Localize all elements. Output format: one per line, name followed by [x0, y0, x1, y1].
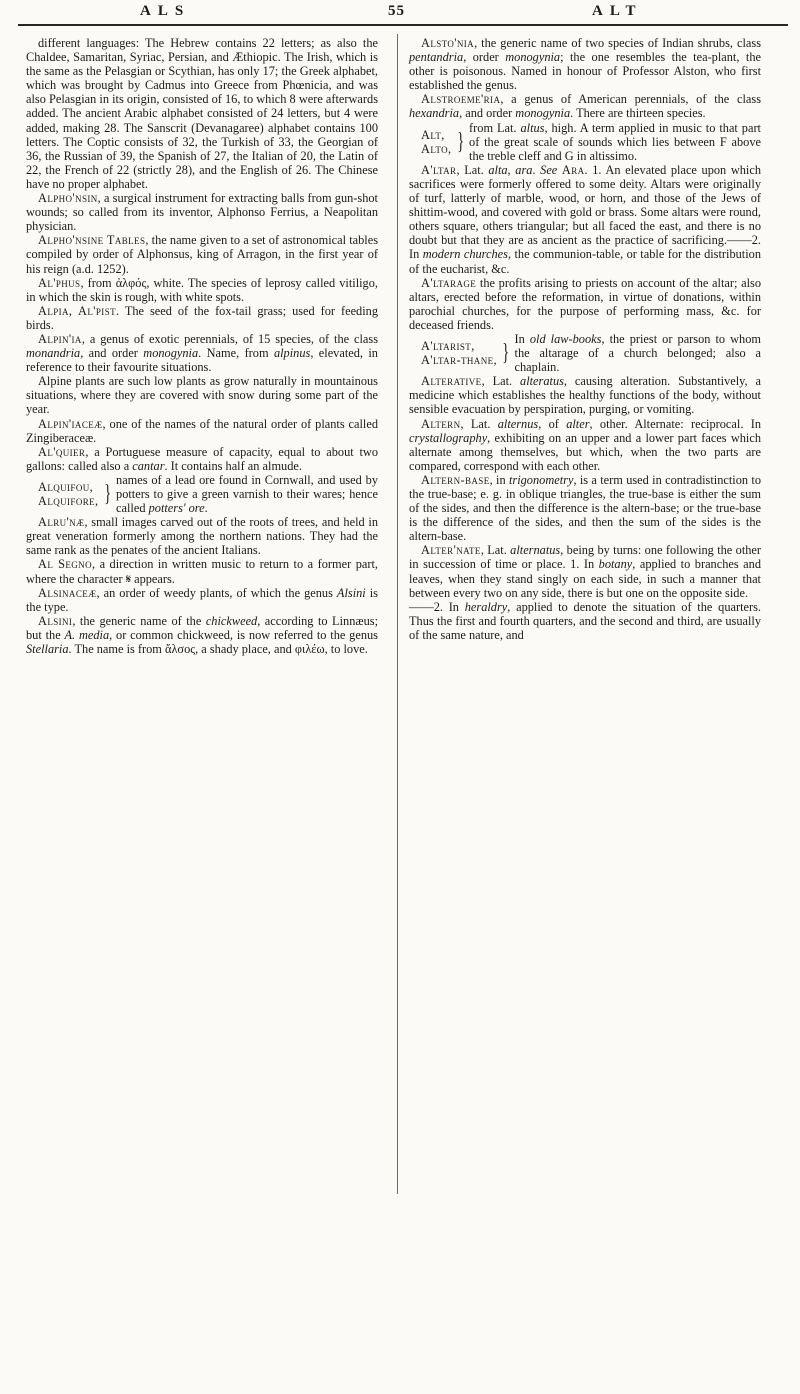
entry-text: , being by turns: one following the other in succession of time or place. 1. In: [409, 543, 762, 572]
entry-text: , Lat.: [480, 543, 511, 558]
entry-text: , other. Alternate: reciprocal. In: [589, 416, 762, 431]
italic-term: crystallography: [409, 430, 488, 445]
left-column: [26, 36, 378, 656]
brace-glyph: }: [502, 340, 510, 367]
headword: Alpho'nsin: [38, 191, 98, 206]
entry-text: , a Portuguese measure of capacity, equal to about two gallons: called also a: [26, 444, 378, 473]
entry-text: from Lat.: [469, 120, 521, 135]
italic-term: monandria: [26, 346, 81, 361]
entry-definition: [116, 473, 378, 515]
entry-text: the profits arising to priests on account of the altar; also altars, erected before the reformation, in virtue of donations, within parochial churches, for the purpose of performing mass, &c. for deceased friends.: [409, 275, 761, 332]
entry-text: , Lat.: [460, 416, 498, 431]
entry-text: , the generic name of the: [72, 613, 206, 628]
entry-text: , a genus of American perennials, of the class: [500, 92, 761, 107]
entry-text: . The seed of the fox-tail grass; used for feeding birds.: [26, 303, 378, 332]
running-head-left: ALS: [140, 3, 191, 19]
italic-term: botany: [598, 557, 633, 572]
running-head-right: ALT: [592, 3, 643, 19]
entry-text: . The name is from ἄλσος, a shady place, and φιλέω, to love.: [68, 642, 368, 657]
italic-term: alter: [566, 416, 590, 431]
dictionary-entry: [26, 557, 378, 585]
italic-term: alternus: [497, 416, 539, 431]
italic-term: monogynia: [505, 50, 561, 65]
dictionary-entry: [409, 374, 761, 416]
italic-term: alpinus: [273, 346, 311, 361]
entry-text: ; the one resembles the tea-plant, the other is poisonous. Named in honour of Professor Alston, who first established the genus.: [409, 50, 761, 93]
entry-text: . It contains half an almude.: [164, 458, 302, 473]
headword: Altern: [421, 416, 461, 431]
headword: Alquifore,: [38, 494, 99, 509]
dictionary-entry: [26, 515, 378, 557]
headword: Alstroeme'ria: [421, 92, 501, 107]
entry-text: , Lat.: [481, 374, 521, 389]
italic-term: cantar: [132, 458, 165, 473]
italic-term: old law-books: [529, 331, 602, 346]
entry-text: , is a term used in contradistinction to the true-base; e. g. in oblique triangles, the true-base is either the sum of the sides, and then the difference is the altern-base; or the true-base is the difference of the sides, and then the sum of the sides is the altern-base.: [409, 472, 761, 544]
headword: Alt,: [421, 127, 445, 142]
entry-text: , a direction in written music to return to a former part, where the character 𝄋 appears.: [26, 557, 379, 586]
headword: Alter'nate: [421, 543, 481, 558]
entry-text: different languages: The Hebrew contains 22 letters; as also the Chaldee, Samaritan, Syriac, Persian, and Æthiopic. The Irish, which is the same as the Pelasgian or Scythian, has only 17; the Greek alphabet, which was brought by Cadmus into Greece from Phœnicia, and was also Pelasgian in its origin, consisted of 16, to which 8 were afterwards added. The ancient Arabic alphabet consisted of 24 letters, but 4 were added, making 28. The Sanscrit (Devanagaree) alphabet contains 100 letters. The Coptic consists of 32, the Turkish of 33, the Georgian of 36, the Russian of 39, the Spanish of 27, the Italian of 20, the Latin of 22, the French of 22 (strictly 28), and the English of 26. The Chinese have no proper alphabet.: [26, 36, 378, 191]
dictionary-entry: [409, 543, 761, 599]
entry-text: , one of the names of the natural order of plants called Zingiberaceæ.: [26, 416, 378, 445]
entry-text: .: [532, 162, 541, 177]
brace-glyph: }: [456, 128, 464, 155]
italic-term: alteratus: [520, 374, 564, 389]
entry-text: , or common chickweed, is now referred to the genus: [109, 627, 378, 642]
entry-text: , applied to denote the situation of the quarters. Thus the first and fourth quarters, and the second and third, are usually of the same nature, and: [409, 599, 761, 642]
entry-definition: [469, 121, 761, 163]
headword: A'ltar-thane,: [421, 353, 497, 368]
entry-text: , the communion-table, or table for the distribution of the eucharist, &c.: [409, 247, 761, 276]
headword: Alterative: [421, 374, 482, 389]
italic-term: pentandria: [409, 50, 464, 65]
entry-text: , the generic name of two species of Indian shrubs, class: [474, 36, 761, 50]
dictionary-entry: [26, 36, 378, 191]
headword: Alpin'ia: [38, 331, 82, 346]
dictionary-entry: [409, 332, 761, 374]
headword: Al'quier: [38, 444, 86, 459]
entry-text: , the name given to a set of astronomical tables compiled by order of Alphonsus, king of Arragon, in the first year of his reign (a.d. 1252).: [26, 233, 379, 276]
dictionary-entry: [26, 332, 378, 374]
entry-text: names of a lead ore found in Cornwall, and used by potters to give a green varnish to their wares; hence called: [116, 472, 378, 516]
dictionary-entry: [409, 121, 761, 163]
running-head: [0, 3, 800, 25]
entry-text: , and order: [459, 106, 516, 121]
header-rule: [18, 24, 788, 26]
entry-text: , from ἀλφός, white. The species of leprosy called vitiligo, in which the skin is rough, with white spots.: [26, 275, 378, 304]
dictionary-entry: [26, 191, 378, 233]
entry-text: , a genus of exotic perennials, of 15 species, of the class: [81, 331, 378, 346]
headword: Alru'næ: [38, 515, 85, 530]
dictionary-entry: [409, 163, 761, 276]
right-column: [409, 36, 761, 642]
entry-text: , an order of weedy plants, of which the genus: [96, 585, 337, 600]
italic-term: hexandria: [409, 106, 460, 121]
headword: Al Segno: [38, 557, 92, 572]
headword: Ara: [561, 162, 585, 177]
entry-text: , a surgical instrument for extracting balls from gun-shot wounds; so called from its inventor, Alphonso Ferrius, a Neapolitan physician.: [26, 191, 378, 234]
brace-glyph: }: [103, 481, 111, 508]
dictionary-entry: [409, 600, 761, 642]
entry-text: .: [204, 501, 208, 516]
dictionary-entry: [26, 276, 378, 304]
headword: A'ltarage: [421, 275, 477, 290]
headword: Alquifou,: [38, 479, 94, 494]
entry-text: , high. A term applied in music to that part of the great scale of sounds which lies between F above the treble cleff and G in altissimo.: [469, 120, 761, 163]
entry-text: , exhibiting on an upper and a lower part faces which alternate among themselves, but which, when the two parts are compared, correspond with each other.: [409, 430, 761, 473]
entry-text: . There are thirteen species.: [570, 106, 706, 121]
italic-term: trigonometry: [508, 472, 574, 487]
italic-term: monogynia: [143, 346, 199, 361]
italic-term: Alsini: [336, 585, 366, 600]
italic-term: A. media: [64, 627, 110, 642]
entry-text: . 1. An elevated place upon which sacrifices were formerly offered to some deity. Altars were originally of turf, latterly of marble, wood, or horn, and those of the Jews of shittim-wood, and covered with gold or brass. Some altars were round, others square, others triangular; but all faced the east, and there is no doubt but that they are as ancient as the practice of sacrificing.——2. In: [409, 162, 762, 262]
dictionary-entry: [409, 417, 761, 473]
dictionary-entry: [409, 276, 761, 332]
italic-term: alta, ara: [488, 162, 533, 177]
page-number: 55: [388, 3, 405, 19]
dictionary-entry: [26, 445, 378, 473]
italic-term: altus: [520, 120, 545, 135]
dictionary-entry: [26, 614, 378, 656]
headword: A'ltar: [421, 162, 457, 177]
italic-term: monogynia: [515, 106, 571, 121]
headword: Alsinaceæ: [38, 585, 97, 600]
dictionary-entry: [409, 92, 761, 120]
headword: Alpho'nsine Tables: [38, 233, 146, 248]
entry-text: , according to Linnæus; but the: [26, 613, 378, 642]
headword: Alsto'nia: [421, 36, 475, 50]
dictionary-entry: [26, 374, 378, 416]
entry-text: , the priest or parson to whom the altarage of a church belonged; also a chaplain.: [514, 331, 761, 375]
column-divider: [397, 34, 398, 1194]
headword: Alpia, Al'pist: [38, 303, 117, 318]
dictionary-entry: [26, 233, 378, 275]
entry-text: , elevated, in reference to their favourite situations.: [26, 346, 378, 375]
entry-text: , and order: [80, 346, 144, 361]
entry-text: is the type.: [26, 585, 378, 614]
headword: Al'phus: [38, 275, 81, 290]
italic-term: chickweed: [205, 613, 258, 628]
entry-text: , small images carved out of the roots of trees, and held in great veneration formerly among the northern nations. They had the same rank as the penates of the ancient Italians.: [26, 515, 378, 558]
dictionary-entry: [26, 586, 378, 614]
dictionary-entry: [26, 473, 378, 515]
headword: Alpin'iaceæ: [38, 416, 103, 431]
italic-term: heraldry: [464, 599, 508, 614]
headword: Alto,: [421, 141, 452, 156]
entry-text: , Lat.: [456, 162, 489, 177]
entry-text: , of: [538, 416, 567, 431]
italic-term: modern churches: [422, 247, 508, 262]
entry-text: , causing alteration. Substantively, a medicine which establishes the healthy functions of the body, without sensible evacuation by perspiration, purging, or vomiting.: [409, 374, 762, 417]
italic-term: potters' ore: [148, 501, 205, 516]
headword: A'ltarist,: [421, 339, 475, 354]
dictionary-entry: [26, 304, 378, 332]
dictionary-entry: [409, 36, 761, 92]
entry-text: Alpine plants are such low plants as grow naturally in mountainous situations, where they are covered with snow during some part of the year.: [26, 374, 378, 417]
entry-text: In: [514, 331, 530, 346]
entry-text: ——2. In: [409, 599, 465, 614]
headword: Altern-base: [421, 472, 490, 487]
entry-text: . Name, from: [198, 346, 274, 361]
entry-text: , applied to branches and leaves, when they stand singly on each side, in such a manner that between every two on any side, there is but one on the opposite side.: [409, 557, 761, 600]
italic-term: See: [540, 162, 558, 177]
entry-text: , order: [463, 50, 506, 65]
headword: Alsini: [38, 613, 73, 628]
italic-term: alternatus: [510, 543, 561, 558]
entry-text: , in: [489, 472, 509, 487]
italic-term: Stellaria: [26, 642, 69, 657]
dictionary-entry: [26, 417, 378, 445]
entry-definition: [515, 332, 761, 374]
dictionary-entry: [409, 473, 761, 543]
